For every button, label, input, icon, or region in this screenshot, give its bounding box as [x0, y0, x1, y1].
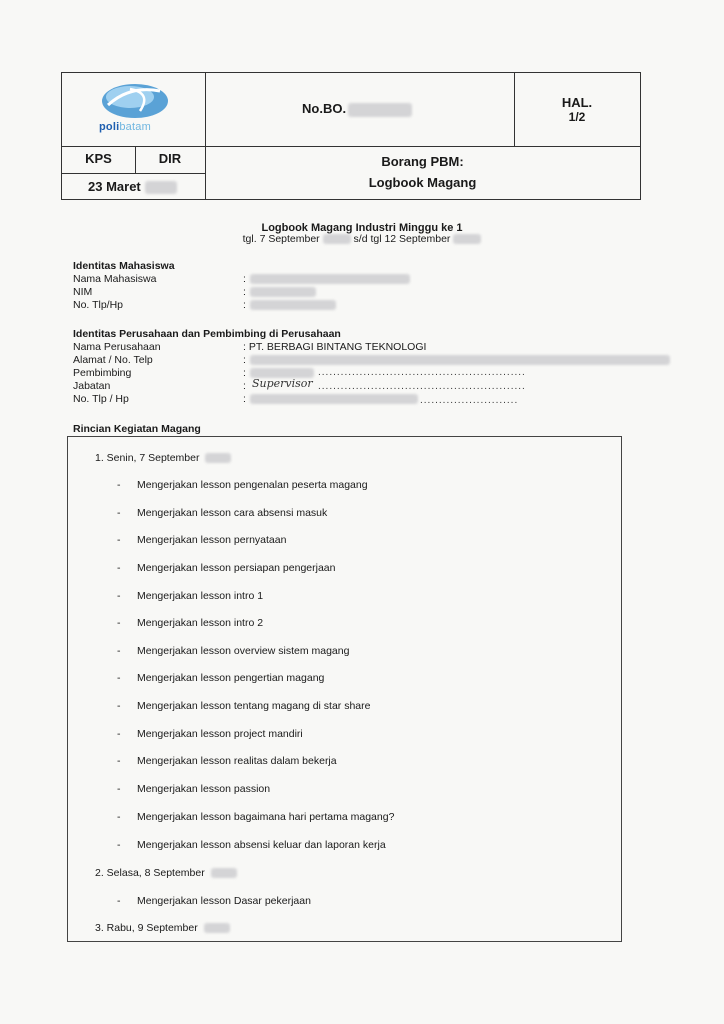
colon: :	[243, 393, 246, 405]
logo-text-part1: poli	[99, 121, 120, 133]
dash: -	[117, 672, 121, 684]
position-handwritten: Supervisor	[252, 377, 313, 390]
company-heading: Identitas Perusahaan dan Pembimbing di Perusahaan	[73, 328, 341, 340]
dash: -	[117, 479, 121, 491]
day-3-label	[95, 922, 230, 934]
form-title-line2: Logbook Magang	[368, 175, 477, 190]
kps-label: KPS	[85, 151, 112, 166]
activity-text: Mengerjakan lesson pengenalan peserta magang	[137, 479, 368, 491]
redacted-block	[250, 274, 410, 284]
dash: -	[117, 534, 121, 546]
colon: :	[243, 299, 246, 311]
mentor-phone-label: No. Tlp / Hp	[73, 393, 129, 405]
date-text: 23 Maret	[88, 179, 141, 194]
redacted-block	[145, 181, 177, 194]
polibatam-logo-icon	[100, 81, 170, 121]
logo-text	[99, 121, 151, 133]
period-start-label: tgl. 7 September	[242, 233, 320, 245]
position-label: Jabatan	[73, 380, 111, 392]
activity-text: Mengerjakan lesson project mandiri	[137, 728, 303, 740]
dash: -	[117, 755, 121, 767]
redacted-block	[348, 103, 412, 117]
colon: :	[243, 367, 246, 379]
activity-text: Mengerjakan lesson intro 2	[137, 617, 264, 629]
activity-text: Mengerjakan lesson persiapan pengerjaan	[137, 562, 336, 574]
dash: -	[117, 562, 121, 574]
company-name-label: Nama Perusahaan	[73, 341, 161, 353]
student-phone-label: No. Tlp/Hp	[73, 299, 123, 311]
activity-text: Mengerjakan lesson overview sistem magang	[137, 645, 350, 657]
company-address-label: Alamat / No. Telp	[73, 354, 153, 366]
activity-text: Mengerjakan lesson realitas dalam bekerja	[137, 755, 337, 767]
activity-text: Mengerjakan lesson bagaimana hari pertama magang?	[137, 811, 395, 823]
day-3-text: 3. Rabu, 9 September	[95, 922, 198, 934]
fill-line: ..........................	[420, 395, 519, 406]
day-1-text: 1. Senin, 7 September	[95, 452, 200, 464]
day-2-text: 2. Selasa, 8 September	[95, 867, 205, 879]
student-nim-label: NIM	[73, 286, 93, 298]
dash: -	[117, 700, 121, 712]
logo	[62, 73, 206, 146]
redacted-block	[250, 300, 336, 310]
activity-text: Mengerjakan lesson absensi keluar dan laporan kerja	[137, 839, 386, 851]
page-number	[514, 95, 640, 124]
activity-text: Mengerjakan lesson tentang magang di star share	[137, 700, 371, 712]
redacted-block	[453, 234, 481, 244]
doc-number	[302, 101, 412, 117]
form-title-line1: Borang PBM:	[381, 154, 464, 169]
day-2-label	[95, 867, 237, 879]
page-value: 1/2	[568, 110, 586, 124]
redacted-block	[205, 453, 231, 463]
activities-heading: Rincian Kegiatan Magang	[73, 423, 201, 435]
redacted-block	[250, 394, 418, 404]
redacted-block	[204, 923, 230, 933]
dash: -	[117, 895, 121, 907]
dash: -	[117, 645, 121, 657]
period-end-label: s/d tgl 12 September	[353, 233, 451, 245]
colon: :	[243, 273, 246, 285]
company-name-value	[243, 341, 426, 353]
activity-text: Mengerjakan lesson Dasar pekerjaan	[137, 895, 311, 907]
fill-line: .......................................................	[318, 381, 526, 392]
dash: -	[117, 839, 121, 851]
student-name-label: Nama Mahasiswa	[73, 273, 157, 285]
logbook-title: Logbook Magang Industri Minggu ke 1	[261, 222, 463, 234]
logo-text-part2: batam	[119, 121, 151, 133]
company-name: PT. BERBAGI BINTANG TEKNOLOGI	[248, 341, 427, 353]
redacted-block	[250, 287, 316, 297]
redacted-block	[250, 355, 670, 365]
day-1-label	[95, 452, 231, 464]
page-label: HAL.	[561, 95, 593, 110]
logbook-period	[0, 233, 724, 245]
dash: -	[117, 728, 121, 740]
activity-text: Mengerjakan lesson pengertian magang	[137, 672, 325, 684]
form-title	[205, 151, 640, 193]
activity-text: Mengerjakan lesson cara absensi masuk	[137, 507, 328, 519]
redacted-block	[323, 234, 351, 244]
issue-date	[88, 179, 177, 194]
dir-label: DIR	[158, 151, 182, 166]
student-heading: Identitas Mahasiswa	[73, 260, 175, 272]
dash: -	[117, 507, 121, 519]
dash: -	[117, 783, 121, 795]
colon: :	[243, 341, 246, 353]
dash: -	[117, 617, 121, 629]
mentor-label: Pembimbing	[73, 367, 132, 379]
header-table	[61, 72, 641, 200]
activity-text: Mengerjakan lesson pernyataan	[137, 534, 287, 546]
dash: -	[117, 590, 121, 602]
activity-text: Mengerjakan lesson passion	[137, 783, 271, 795]
colon: :	[243, 354, 246, 366]
colon: :	[243, 286, 246, 298]
redacted-block	[211, 868, 237, 878]
colon: :	[243, 380, 246, 392]
dash: -	[117, 811, 121, 823]
fill-line: .......................................................	[318, 367, 526, 378]
doc-number-label: No.BO.	[302, 101, 347, 116]
activity-text: Mengerjakan lesson intro 1	[137, 590, 264, 602]
